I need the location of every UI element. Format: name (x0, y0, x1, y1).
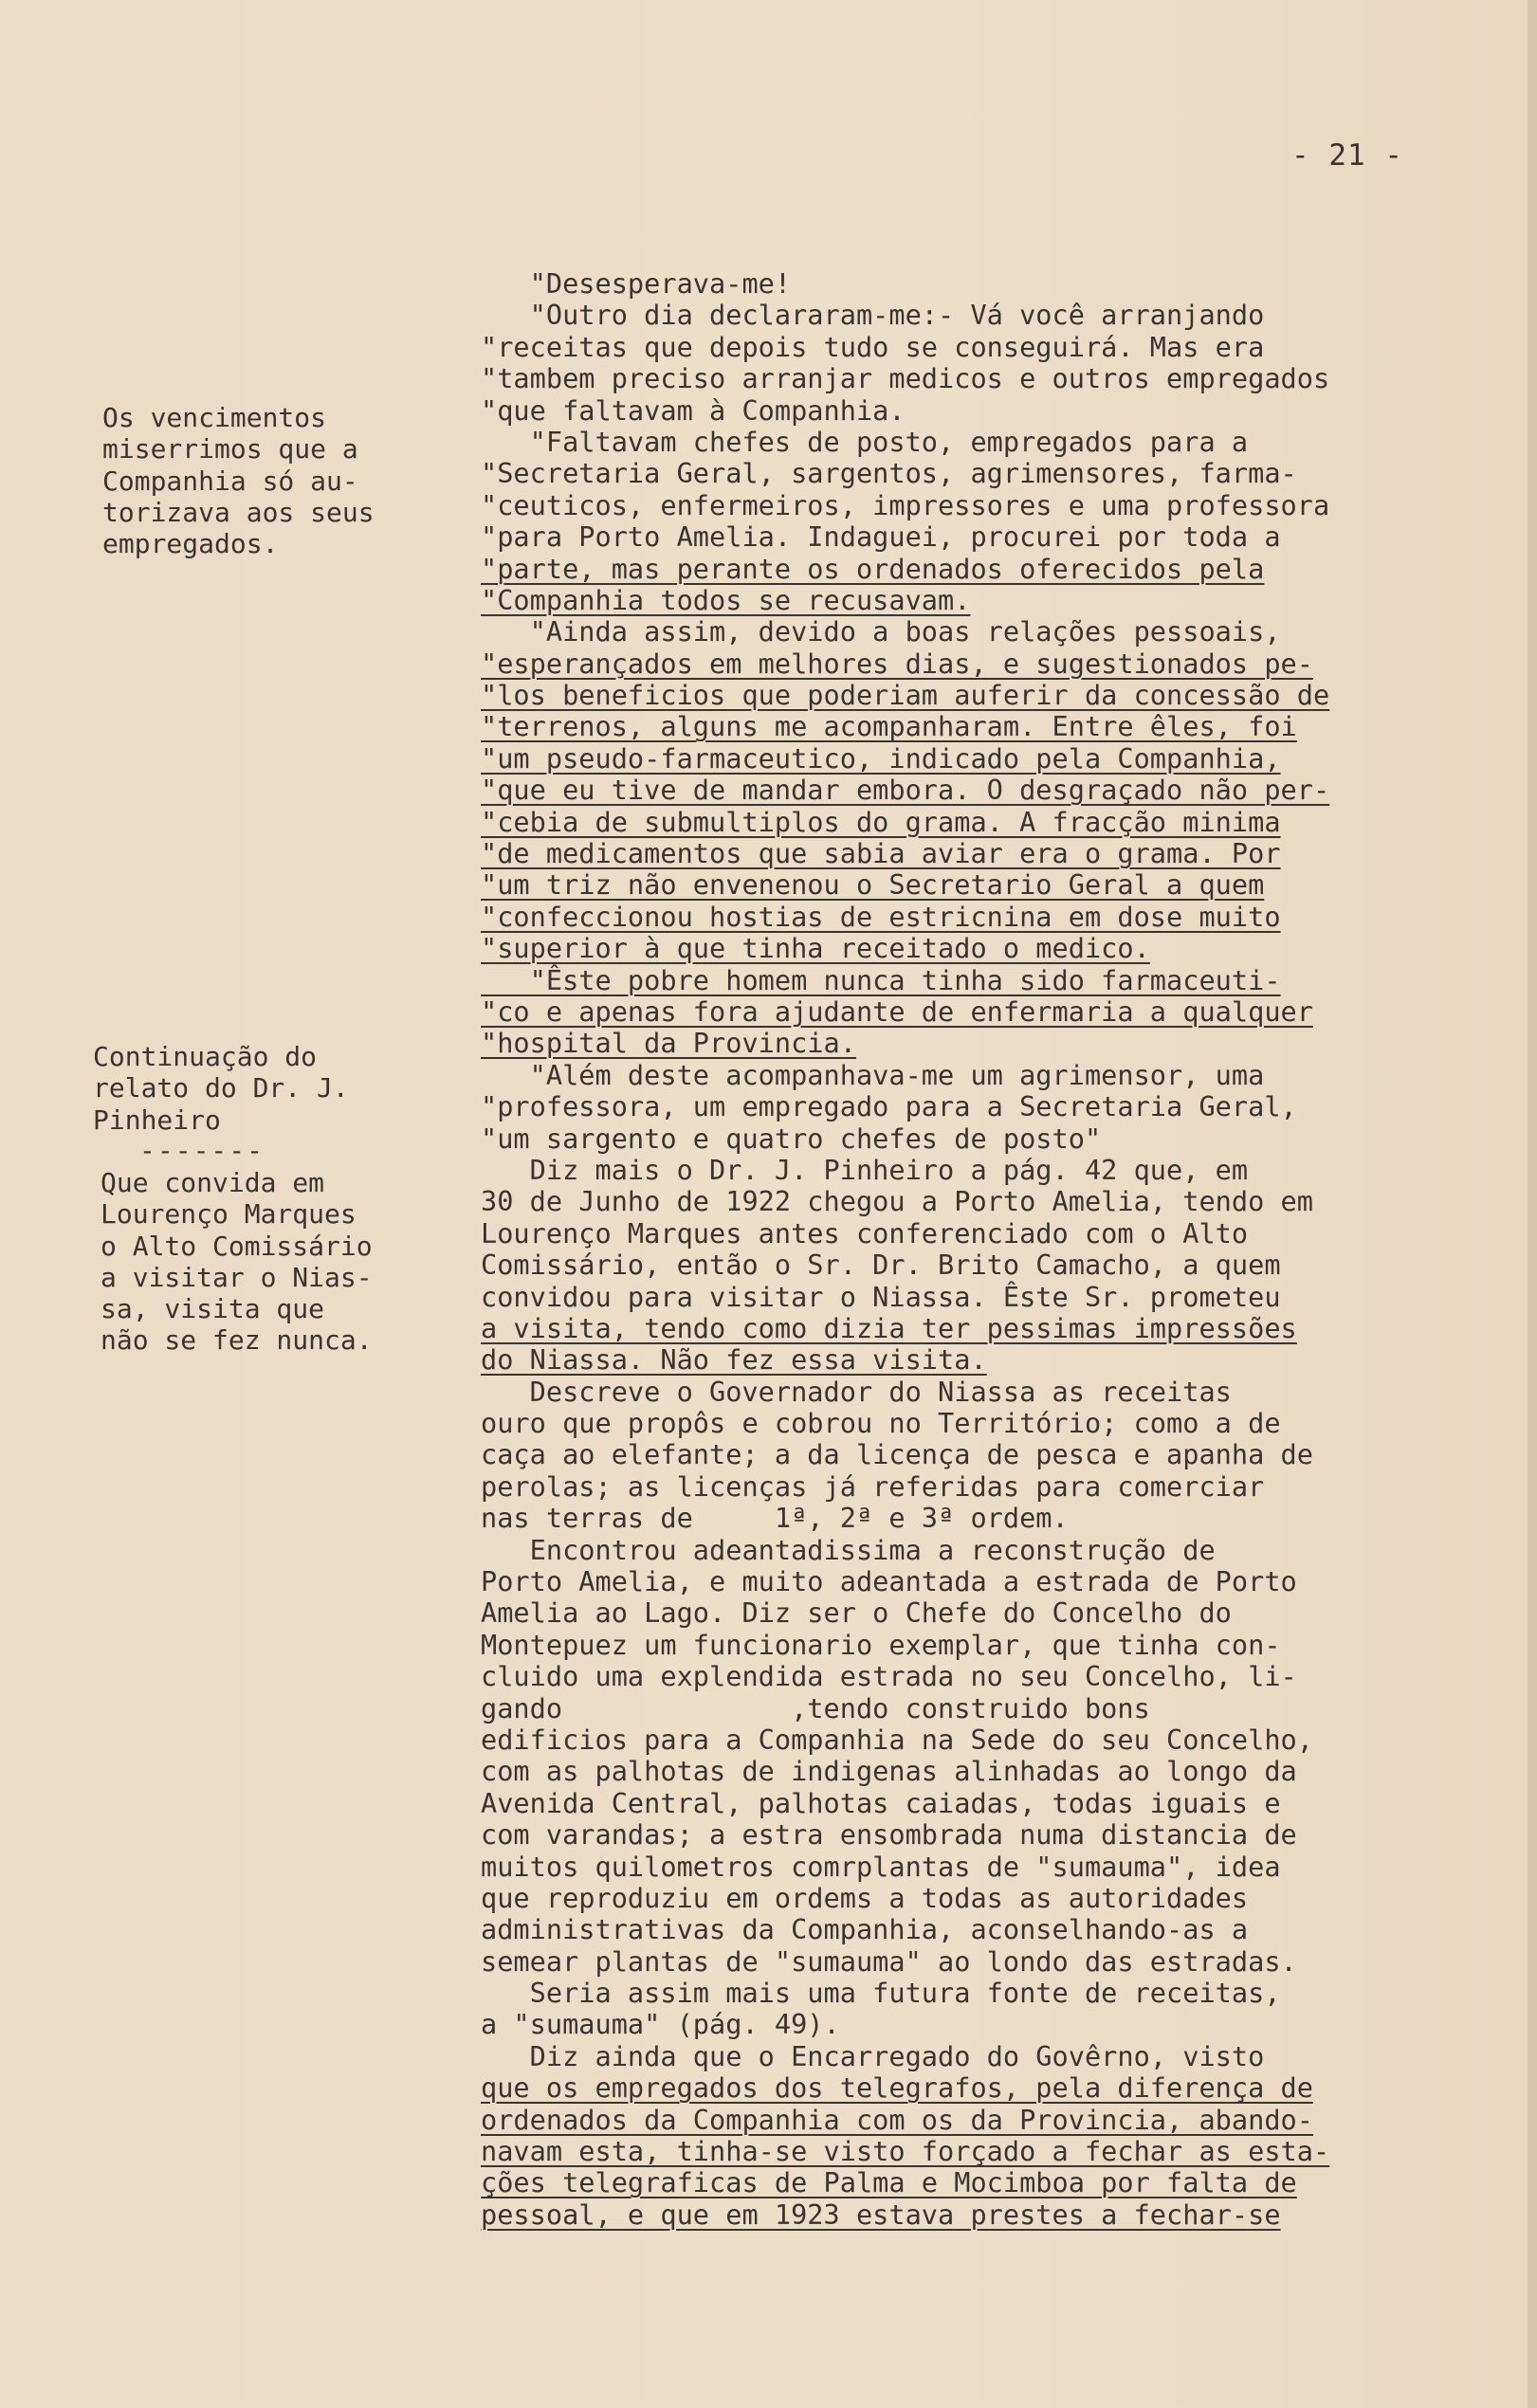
text-line (481, 807, 1476, 838)
text-line (481, 490, 1476, 521)
text-line (481, 554, 1476, 585)
text-line (481, 616, 1476, 648)
text-line-content: "Secretaria Geral, sargentos, agrimensores, farma- (481, 457, 1297, 490)
text-line (481, 1091, 1476, 1122)
text-line-content: com varandas; a estra ensombrada numa distancia de (481, 1818, 1297, 1852)
text-line-content: cluido uma explendida estrada no seu Concelho, li- (481, 1660, 1297, 1693)
text-line-content: ordenados da Companhia com os da Provincia, abando- (481, 2103, 1313, 2136)
text-line (481, 427, 1476, 458)
text-line-content: Diz ainda que o Encarregado do Govêrno, visto (481, 2039, 1265, 2072)
text-line (481, 332, 1476, 363)
text-line-content: a visita, tendo como dizia ter pessimas impressões (481, 1311, 1297, 1344)
text-line (481, 902, 1476, 933)
text-line (481, 1978, 1476, 2009)
text-line-content: Seria assim mais uma futura fonte de receitas, (481, 1977, 1281, 2010)
text-line (481, 1282, 1476, 1313)
text-line-content: convidou para visitar o Niassa. Êste Sr. prometeu (481, 1280, 1281, 1313)
text-line (481, 395, 1476, 427)
text-line-content: Diz mais o Dr. J. Pinheiro a pág. 42 que, em (481, 1153, 1249, 1186)
margin-note-salaries: Os vencimentos miserrimos que a Companhia só au- torizava aos seus empregados. (102, 402, 375, 560)
text-line-content: Porto Amelia, e muito adeantada a estrada de Porto (481, 1565, 1297, 1598)
text-line (481, 1123, 1476, 1155)
text-line (481, 1186, 1476, 1217)
text-line-content: "Além deste acompanhava-me um agrimensor, uma (481, 1058, 1265, 1091)
text-line (481, 1819, 1476, 1851)
text-line (481, 838, 1476, 869)
text-line (481, 2136, 1476, 2167)
text-line (481, 965, 1476, 996)
text-line-content: Descreve o Governador do Niassa as receitas (481, 1375, 1232, 1408)
text-line-content: "co e apenas fora ajudante de enfermaria a qualquer (481, 994, 1313, 1028)
text-line-content: gando ,tendo construido bons (481, 1691, 1150, 1724)
text-line (481, 1250, 1476, 1281)
text-line (481, 1693, 1476, 1724)
text-line-content: "Êste pobre homem nunca tinha sido farmaceuti- (481, 963, 1281, 996)
text-line-content: "Companhia todos se recusavam. (481, 583, 971, 616)
text-line (481, 1756, 1476, 1787)
text-line-content: semear plantas de "sumauma" ao londo das estradas. (481, 1944, 1297, 1978)
text-line-content: Lourenço Marques antes conferenciado com o Alto (481, 1216, 1249, 1250)
page-number: - 21 - (1291, 138, 1403, 173)
text-line-content: "confeccionou hostias de estricnina em dose muito (481, 900, 1281, 933)
text-line (481, 933, 1476, 964)
text-line (481, 2199, 1476, 2231)
text-line (481, 300, 1476, 331)
text-line-content: Montepuez um funcionario exemplar, que tinha con- (481, 1628, 1281, 1661)
text-line (481, 1597, 1476, 1629)
text-line (481, 1535, 1476, 1566)
text-line (481, 1471, 1476, 1503)
text-line-content: edificios para a Companhia na Sede do seu Concelho, (481, 1723, 1313, 1756)
text-line-content: caça ao elefante; a da licença de pesca e apanha de (481, 1438, 1313, 1471)
text-line (481, 1060, 1476, 1091)
text-line-content: "parte, mas perante os ordenados oferecidos pela (481, 552, 1265, 585)
text-line-content: "para Porto Amelia. Indaguei, procurei por toda a (481, 520, 1281, 554)
text-line-content: ouro que propôs e cobrou no Território; como a de (481, 1407, 1281, 1440)
text-line-content: "um triz não envenenou o Secretario Geral a quem (481, 868, 1265, 902)
text-line (481, 268, 1476, 300)
text-line-content: a "sumauma" (pág. 49). (481, 2008, 840, 2041)
text-line (481, 2009, 1476, 2040)
text-line (481, 1439, 1476, 1470)
text-line (481, 648, 1476, 680)
text-line (481, 711, 1476, 742)
text-line (481, 585, 1476, 616)
text-line-content: "los beneficios que poderiam auferir da concessão de (481, 679, 1330, 712)
text-line-content: Encontrou adeantadissima a reconstrução de (481, 1533, 1216, 1566)
text-line-content: administrativas da Companhia, aconselhando-as a (481, 1913, 1249, 1946)
text-line-content: "Faltavam chefes de posto, empregados para a (481, 425, 1249, 458)
text-line (481, 2105, 1476, 2136)
text-line-content: "Desesperava-me! (481, 267, 792, 300)
text-line-content: 30 de Junho de 1922 chegou a Porto Amelia, tendo em (481, 1185, 1313, 1218)
text-line (481, 363, 1476, 394)
text-line-content: "tambem preciso arranjar medicos e outros empregados (481, 362, 1330, 395)
text-line (481, 2167, 1476, 2198)
text-line-content: que os empregados dos telegrafos, pela diferença de (481, 2071, 1313, 2105)
text-line-content: que reproduziu em ordems a todas as autoridades (481, 1881, 1249, 1914)
text-line-content: Amelia ao Lago. Diz ser o Chefe do Concelho do (481, 1596, 1232, 1630)
text-line-content: "um pseudo-farmaceutico, indicado pela Companhia, (481, 741, 1281, 775)
text-line-content: Avenida Central, palhotas caiadas, todas iguais e (481, 1786, 1281, 1819)
paper-edge (1528, 0, 1537, 2408)
text-line-content: pessoal, e que em 1923 estava prestes a fechar-se (481, 2198, 1281, 2231)
text-line-content: nas terras de 1ª, 2ª e 3ª ordem. (481, 1502, 1069, 1535)
text-line-content: "de medicamentos que sabia aviar era o grama. Por (481, 837, 1281, 870)
text-line-content: ções telegraficas de Palma e Mocimboa por falta de (481, 2166, 1297, 2199)
text-line (481, 869, 1476, 901)
text-line (481, 1155, 1476, 1186)
text-line-content: "terrenos, alguns me acompanharam. Entre êles, foi (481, 710, 1297, 743)
text-line (481, 1724, 1476, 1756)
text-line-content: muitos quilometros comrplantas de "sumauma", idea (481, 1850, 1281, 1883)
text-line-content: "que eu tive de mandar embora. O desgraçado não per- (481, 774, 1330, 807)
margin-note-continuation-title: Continuação do relato do Dr. J. Pinheiro (93, 1041, 349, 1136)
margin-note-rule: ------- (139, 1135, 265, 1166)
text-line (481, 1028, 1476, 1059)
text-line (481, 1883, 1476, 1914)
text-line (481, 2072, 1476, 2104)
text-line (481, 680, 1476, 711)
text-line-content: navam esta, tinha-se visto forçado a fechar as esta- (481, 2135, 1330, 2168)
text-line (481, 1218, 1476, 1250)
text-line-content: "esperançados em melhores dias, e sugestionados pe- (481, 647, 1313, 680)
text-line-content: "professora, um empregado para a Secretaria Geral, (481, 1090, 1297, 1123)
text-line-content: "receitas que depois tudo se conseguirá. Mas era (481, 330, 1265, 363)
text-line (481, 1661, 1476, 1692)
text-line (481, 1313, 1476, 1344)
text-line-content: "Outro dia declararam-me:- Vá você arranjando (481, 299, 1265, 332)
text-line (481, 775, 1476, 806)
text-line (481, 996, 1476, 1028)
text-line (481, 1914, 1476, 1945)
text-line (481, 1946, 1476, 1978)
text-line-content: "um sargento e quatro chefes de posto" (481, 1122, 1102, 1155)
text-line-content: "hospital da Provincia. (481, 1027, 856, 1060)
text-line-content: "cebia de submultiplos do grama. A fracção minima (481, 805, 1281, 838)
margin-note-invitation: Que convida em Lourenço Marques o Alto Comissário a visitar o Nias- sa, visita que não se fez nunca. (101, 1167, 373, 1357)
typed-body-text (481, 268, 1476, 2231)
text-line (481, 1788, 1476, 1819)
text-line (481, 743, 1476, 775)
text-line-content: perolas; as licenças já referidas para comerciar (481, 1469, 1265, 1503)
text-line (481, 1377, 1476, 1408)
text-line-content: "Ainda assim, devido a boas relações pessoais, (481, 615, 1281, 648)
text-line (481, 1630, 1476, 1661)
text-line-content: Comissário, então o Sr. Dr. Brito Camacho, a quem (481, 1249, 1281, 1282)
text-line-content: "que faltavam à Companhia. (481, 393, 906, 427)
text-line (481, 1566, 1476, 1597)
text-line-content: do Niassa. Não fez essa visita. (481, 1343, 987, 1377)
text-line (481, 1408, 1476, 1439)
text-line (481, 2041, 1476, 2072)
text-line (481, 1503, 1476, 1534)
text-line-content: "superior à que tinha receitado o medico. (481, 932, 1150, 965)
text-line (481, 1344, 1476, 1376)
text-line-content: "ceuticos, enfermeiros, impressores e uma professora (481, 488, 1330, 521)
text-line (481, 1852, 1476, 1883)
text-line-content: com as palhotas de indigenas alinhadas ao longo da (481, 1755, 1297, 1788)
text-line (481, 521, 1476, 553)
text-line (481, 458, 1476, 489)
